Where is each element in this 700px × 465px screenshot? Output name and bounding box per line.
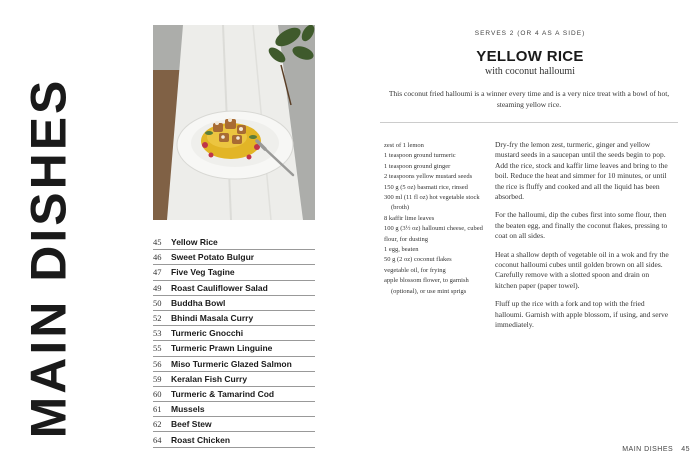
ingredient: 150 g (5 oz) basmati rice, rinsed xyxy=(384,183,468,191)
index-page-number: 46 xyxy=(153,252,162,263)
ingredient: 2 teaspoons yellow mustard seeds xyxy=(384,173,473,181)
index-item[interactable] xyxy=(153,326,315,341)
method-step: For the halloumi, dip the cubes first into some flour, then the beaten egg, and finally the coconut flakes, pressing to coat on all sides. xyxy=(495,210,668,241)
section-title xyxy=(18,78,78,438)
index-recipe-title: Five Veg Tagine xyxy=(171,267,235,278)
ingredient: 1 teaspoon ground turmeric xyxy=(384,152,456,160)
recipe-index xyxy=(153,235,315,448)
index-item[interactable] xyxy=(153,387,315,402)
index-item[interactable] xyxy=(153,250,315,265)
index-recipe-title: Turmeric Gnocchi xyxy=(171,328,244,339)
index-page-number: 49 xyxy=(153,282,162,293)
index-item[interactable] xyxy=(153,311,315,326)
food-photo xyxy=(153,25,315,220)
index-recipe-title: Buddha Bowl xyxy=(171,297,226,308)
index-page-number: 45 xyxy=(153,237,162,248)
index-page-number: 56 xyxy=(153,358,162,369)
index-recipe-title: Turmeric Prawn Linguine xyxy=(171,343,273,354)
index-page-number: 47 xyxy=(153,267,162,278)
index-item[interactable] xyxy=(153,432,315,447)
index-recipe-title: Bhindi Masala Curry xyxy=(171,313,254,324)
recipe-intro: This coconut fried halloumi is a winner every time and is a very nice treat with a bowl of hot, steaming yellow rice. xyxy=(388,89,670,109)
index-item[interactable] xyxy=(153,296,315,311)
index-item[interactable] xyxy=(153,341,315,356)
index-item[interactable] xyxy=(153,402,315,417)
index-recipe-title: Roast Cauliflower Salad xyxy=(171,282,268,293)
ingredient: 100 g (3½ oz) halloumi cheese, cubed xyxy=(384,225,483,233)
index-page-number: 53 xyxy=(153,328,162,339)
index-page-number: 64 xyxy=(153,434,162,445)
ingredient: 8 kaffir lime leaves xyxy=(384,214,435,222)
index-page-number: 55 xyxy=(153,343,162,354)
index-page-number: 59 xyxy=(153,373,162,384)
index-recipe-title: Sweet Potato Bulgur xyxy=(171,252,255,263)
index-item[interactable] xyxy=(153,417,315,432)
method-step: Fluff up the rice with a fork and top with the fried halloumi. Garnish with apple blossom, if using, and serve immediately. xyxy=(495,299,669,330)
index-page-number: 50 xyxy=(153,297,162,308)
method xyxy=(495,140,671,339)
ingredient: vegetable oil, for frying xyxy=(384,266,446,274)
ingredient: 300 ml (11 fl oz) hot vegetable stock (broth) xyxy=(384,194,480,212)
ingredient: 1 teaspoon ground ginger xyxy=(384,162,451,170)
recipe-title: YELLOW RICE xyxy=(476,48,584,65)
index-page-number: 61 xyxy=(153,404,162,415)
index-recipe-title: Miso Turmeric Glazed Salmon xyxy=(171,358,292,369)
page-footer xyxy=(620,446,690,453)
index-recipe-title: Turmeric & Tamarind Cod xyxy=(171,388,275,399)
page-number: 45 xyxy=(681,446,690,453)
index-page-number: 60 xyxy=(153,388,162,399)
index-recipe-title: Roast Chicken xyxy=(171,434,231,445)
ingredient: apple blossom flower, to garnish (optional), or use mint sprigs xyxy=(384,277,469,295)
servings: SERVES 2 (OR 4 AS A SIDE) xyxy=(474,30,586,37)
index-item[interactable] xyxy=(153,357,315,372)
method-step: Dry-fry the lemon zest, turmeric, ginger and yellow mustard seeds in a saucepan until the seeds begin to pop. Add the rice, stock and kaffir lime leaves and bring to the boil. Reduce the heat and simmer for 10 minutes, or until the rice is fluffy and cooked and all the liquid has been absorbed. xyxy=(495,140,668,202)
index-item[interactable] xyxy=(153,265,315,280)
recipe-subtitle: with coconut halloumi xyxy=(485,66,575,77)
ingredient-list xyxy=(384,141,488,297)
index-page-number: 52 xyxy=(153,313,162,324)
index-item[interactable] xyxy=(153,281,315,296)
footer-section: MAIN DISHES xyxy=(622,446,674,453)
ingredient: flour, for dusting xyxy=(384,235,428,243)
index-recipe-title: Keralan Fish Curry xyxy=(171,373,248,384)
index-item[interactable] xyxy=(153,372,315,387)
index-recipe-title: Yellow Rice xyxy=(171,237,218,248)
index-page-number: 62 xyxy=(153,419,162,430)
index-recipe-title: Mussels xyxy=(171,404,205,415)
ingredient: 1 egg, beaten xyxy=(384,246,419,254)
index-item[interactable] xyxy=(153,235,315,250)
divider xyxy=(380,122,678,123)
index-recipe-title: Beef Stew xyxy=(171,419,212,430)
section-title-text: MAIN DISHES xyxy=(20,77,76,439)
ingredient: 50 g (2 oz) coconut flakes xyxy=(384,256,452,264)
method-step: Heat a shallow depth of vegetable oil in a wok and fry the coconut halloumi cubes until golden brown on all sides. Carefully remove with a slotted spoon and drain on kitchen paper (paper towel). xyxy=(495,249,669,290)
ingredient: zest of 1 lemon xyxy=(384,142,424,149)
